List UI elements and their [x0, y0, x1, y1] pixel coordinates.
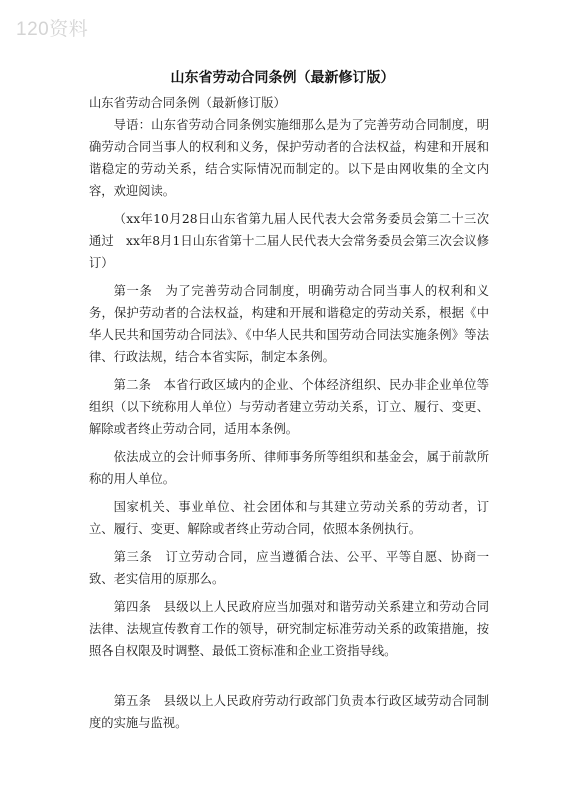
paragraph-article-2: 第二条 本省行政区域内的企业、个体经济组织、民办非企业单位等组织（以下统称用人单位）与劳动者建立劳动关系，订立、履行、变更、解除或者终止劳动合同，适用本条例。 — [89, 378, 489, 436]
paragraph-article-5: 第五条 县级以上人民政府劳动行政部门负责本行政区域劳动合同制度的实施与监视。 — [89, 694, 489, 730]
paragraph-intro: 导语：山东省劳动合同条例实施细那么是为了完善劳动合同制度，明确劳动合同当事人的权利和义务，保护劳动者的合法权益，构建和开展和谐稳定的劳动关系，结合实际情况而制定的。以下是由网收集的全文内容，欢迎阅读。 — [89, 118, 489, 198]
paragraph-article-2-clause-3: 国家机关、事业单位、社会团体和与其建立劳动关系的劳动者，订立、履行、变更、解除或者终止劳动合同，依照本条例执行。 — [89, 500, 489, 536]
paragraph-article-1: 第一条 为了完善劳动合同制度，明确劳动合同当事人的权利和义务，保护劳动者的合法权益，构建和开展和谐稳定的劳动关系，根据《中华人民共和国劳动合同法》、《中华人民共和国劳动合同法实施条例》等法律、行政法规，结合本省实际，制定本条例。 — [89, 284, 489, 364]
document-body — [89, 92, 489, 734]
paragraph-article-2-clause-2: 依法成立的会计师事务所、律师事务所等组织和基金会，属于前款所称的用人单位。 — [89, 450, 489, 486]
watermark: 120资料 — [16, 19, 89, 40]
document-subtitle: 山东省劳动合同条例（最新修订版） — [89, 96, 286, 110]
paragraph-revision-note: （xx年10月28日山东省第九届人民代表大会常务委员会第二十三次通过 xx年8月1日山东省第十二届人民代表大会常务委员会第三次会议修订） — [89, 212, 489, 270]
paragraph-article-3: 第三条 订立劳动合同，应当遵循合法、公平、平等自愿、协商一致、老实信用的原那么。 — [89, 550, 489, 586]
document-title: 山东省劳动合同条例（最新修订版） — [170, 70, 395, 86]
paragraph-article-4: 第四条 县级以上人民政府应当加强对和谐劳动关系建立和劳动合同法律、法规宣传教育工作的领导，研究制定标准劳动关系的政策措施，按照各自权限及时调整、最低工资标准和企业工资指导线。 — [89, 600, 489, 658]
